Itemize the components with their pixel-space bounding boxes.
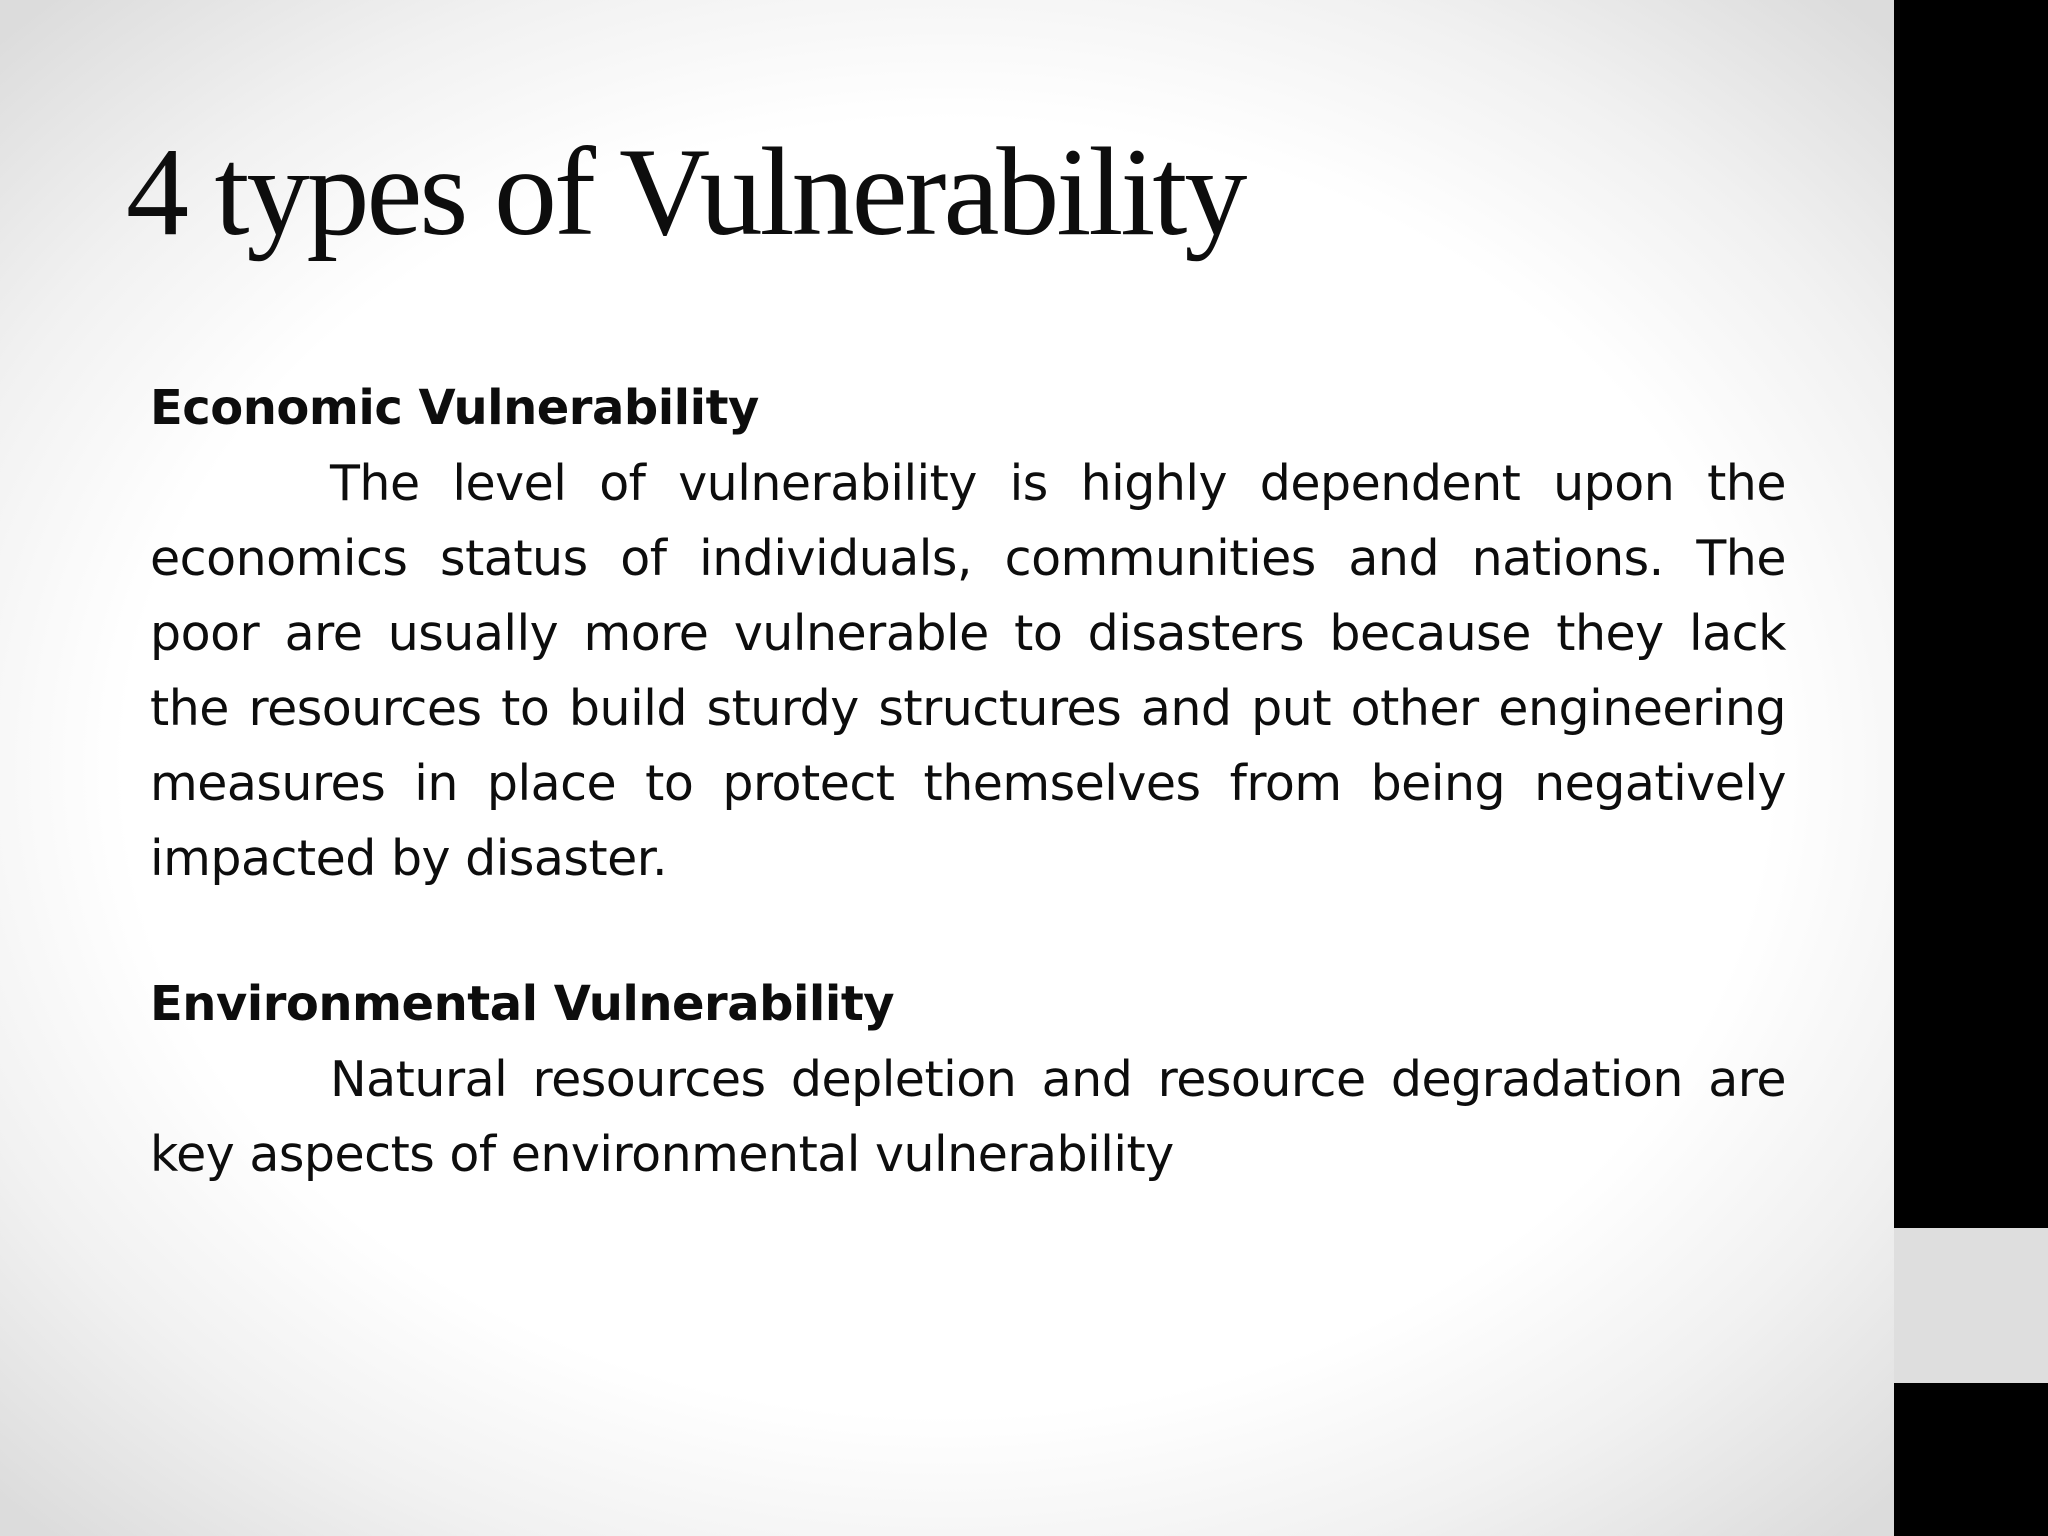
section-heading-environmental: Environmental Vulnerability <box>150 976 895 1032</box>
side-bar-block <box>1894 1228 2048 1383</box>
slide-title: 4 types of Vulnerability <box>126 123 1245 262</box>
side-bar <box>1894 0 2048 1536</box>
section-body-environmental: Natural resources depletion and resource degradation are key aspects of environmental vulnerability <box>150 1051 1786 1183</box>
section-spacer <box>150 896 1786 966</box>
section-body-economic: The level of vulnerability is highly dependent upon the economics status of individuals, communities and nations. The poor are usually more vulnerable to disasters because they lack the resources to build sturdy structures and put other engineering measures in place to protect themselves from being negatively impacted by disaster. <box>150 455 1786 887</box>
slide-content <box>150 370 1786 1192</box>
section-heading-economic: Economic Vulnerability <box>150 380 759 436</box>
